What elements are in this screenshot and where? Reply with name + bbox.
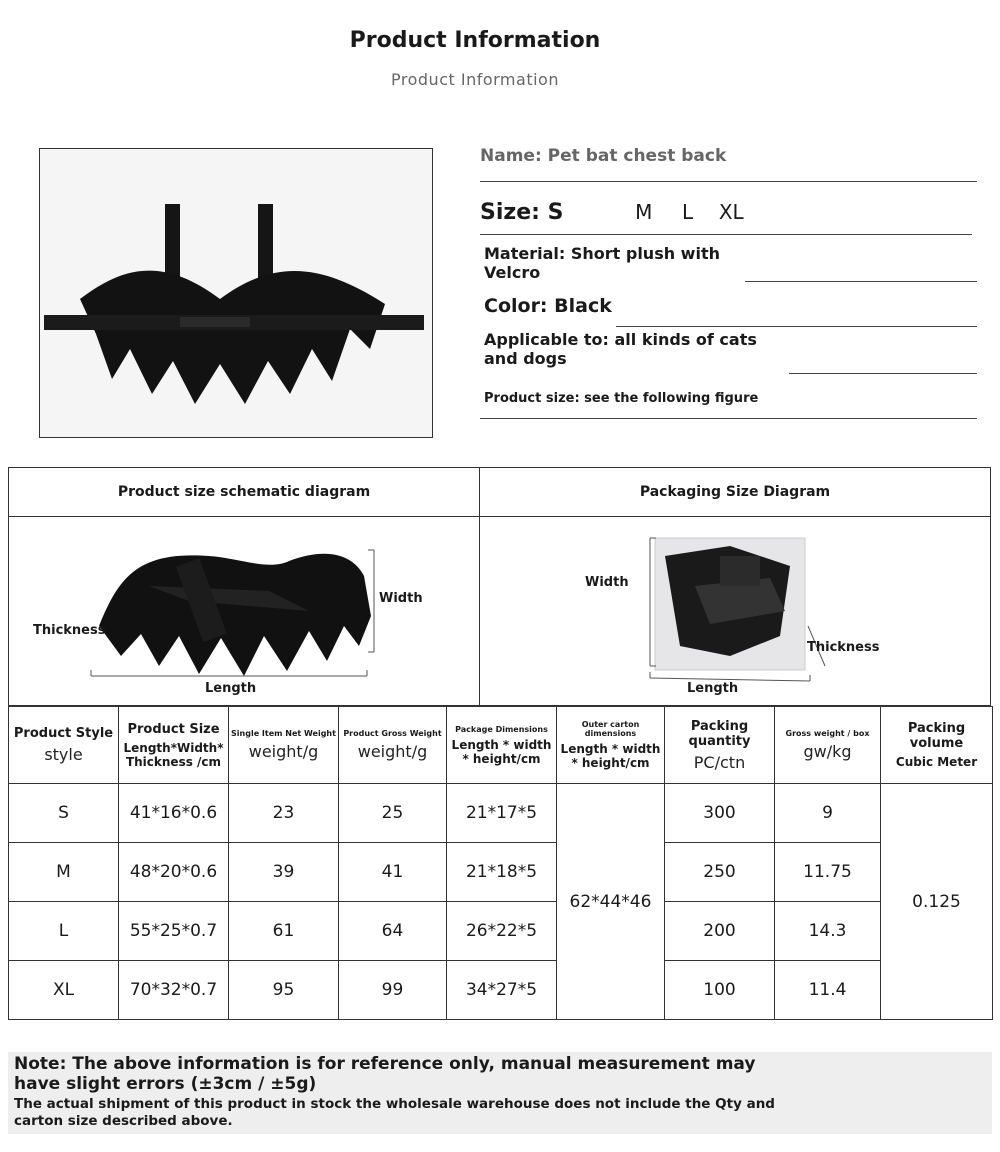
note-box (8, 1052, 992, 1134)
divider (480, 234, 972, 235)
header-unit: Length * width * height/cm (451, 737, 552, 766)
cell-pkg: 26*22*5 (447, 902, 557, 961)
table-header-cell (775, 707, 881, 784)
table-row (9, 843, 993, 902)
cell-net: 23 (229, 784, 339, 843)
cell-net: 61 (229, 902, 339, 961)
cell-net: 95 (229, 961, 339, 1020)
cell-style: M (9, 843, 119, 902)
material-line1: Material: Short plush with (484, 244, 720, 263)
table-header-cell (447, 707, 557, 784)
pkg-width-label: Width (585, 575, 629, 590)
cell-style: L (9, 902, 119, 961)
cell-pkg: 21*18*5 (447, 843, 557, 902)
cell-gross: 64 (339, 902, 447, 961)
header-title: Single Item Net Weight (231, 729, 336, 738)
pkg-thickness-label: Thickness (807, 640, 880, 655)
page-title: Product Information (349, 28, 601, 53)
table-row (9, 902, 993, 961)
cell-style: XL (9, 961, 119, 1020)
header-unit: gw/kg (803, 742, 852, 761)
header-title: Product Style (13, 726, 114, 741)
header-unit: PC/ctn (693, 752, 746, 772)
applicable (484, 330, 757, 368)
header-unit: Cubic Meter (895, 755, 978, 769)
packaging-diagram-title: Packaging Size Diagram (480, 468, 990, 517)
header-title: Gross weight / box (785, 729, 870, 738)
divider (745, 281, 977, 282)
product-name: Name: Pet bat chest back (480, 146, 727, 166)
size-row (480, 200, 744, 225)
cell-net: 39 (229, 843, 339, 902)
pkg-length-label: Length (687, 681, 739, 696)
header-unit: weight/g (357, 742, 428, 761)
table-header-cell (119, 707, 229, 784)
header-title: Outer carton dimensions (581, 720, 640, 738)
cell-qty: 100 (665, 961, 775, 1020)
page-subtitle: Product Information (391, 70, 559, 89)
header-unit: style (44, 745, 83, 764)
divider (480, 181, 977, 182)
cell-gw: 11.4 (775, 961, 881, 1020)
cell-qty: 250 (665, 843, 775, 902)
cell-outer-carton: 62*44*46 (557, 784, 665, 1020)
packaging-schematic (480, 516, 990, 706)
header-title: Package Dimensions (455, 724, 548, 734)
cell-volume: 0.125 (881, 784, 993, 1020)
header-title: Product Gross Weight (343, 729, 442, 738)
cell-qty: 300 (665, 784, 775, 843)
length-label: Length (205, 681, 257, 696)
cell-style: S (9, 784, 119, 843)
size-option-xl: XL (718, 200, 744, 224)
product-diagram-title: Product size schematic diagram (9, 468, 479, 517)
applicable-line1: Applicable to: all kinds of cats (484, 330, 757, 349)
table-row (9, 961, 993, 1020)
table-header-cell (881, 707, 993, 784)
cell-gross: 99 (339, 961, 447, 1020)
header-title: Product Size (127, 721, 220, 737)
header-unit: Length * width * height/cm (560, 742, 661, 770)
table-header-row (9, 707, 993, 784)
table-row (9, 784, 993, 843)
applicable-line2: and dogs (484, 349, 567, 368)
divider (789, 373, 977, 374)
header-unit: weight/g (248, 742, 319, 761)
size-label: Size: S (480, 200, 564, 225)
cell-gross: 41 (339, 843, 447, 902)
color: Color: Black (484, 295, 612, 317)
cell-gw: 11.75 (775, 843, 881, 902)
cell-qty: 200 (665, 902, 775, 961)
cell-size: 48*20*0.6 (119, 843, 229, 902)
material (484, 244, 720, 282)
product-schematic (9, 516, 479, 706)
size-option-l: L (682, 200, 694, 224)
size-option-m: M (635, 200, 653, 224)
header-title: Packing quantity (688, 718, 751, 749)
cell-size: 70*32*0.7 (119, 961, 229, 1020)
product-size-note: Product size: see the following figure (484, 391, 759, 406)
table-header-cell (229, 707, 339, 784)
table-header-cell (9, 707, 119, 784)
product-photo (39, 148, 433, 438)
bat-wing-image (40, 149, 433, 438)
spec-table (8, 706, 993, 1020)
table-header-cell (557, 707, 665, 784)
note-line2: The actual shipment of this product in stock the wholesale warehouse does not include the Qty and carton size described above. (14, 1096, 775, 1129)
divider (480, 418, 977, 419)
width-label: Width (379, 591, 423, 606)
material-line2: Velcro (484, 263, 541, 282)
table-header-cell (665, 707, 775, 784)
header-title: Packing volume (907, 721, 966, 751)
cell-gw: 9 (775, 784, 881, 843)
cell-gw: 14.3 (775, 902, 881, 961)
cell-pkg: 34*27*5 (447, 961, 557, 1020)
note-line1: Note: The above information is for reference only, manual measurement may have slight errors (±3cm / ±5g) (14, 1054, 756, 1094)
thickness-label: Thickness (33, 623, 106, 638)
cell-size: 41*16*0.6 (119, 784, 229, 843)
diagram-panel (8, 467, 991, 706)
header-unit: Length*Width* Thickness /cm (123, 740, 224, 769)
cell-pkg: 21*17*5 (447, 784, 557, 843)
divider (616, 326, 977, 327)
cell-size: 55*25*0.7 (119, 902, 229, 961)
cell-gross: 25 (339, 784, 447, 843)
table-header-cell (339, 707, 447, 784)
